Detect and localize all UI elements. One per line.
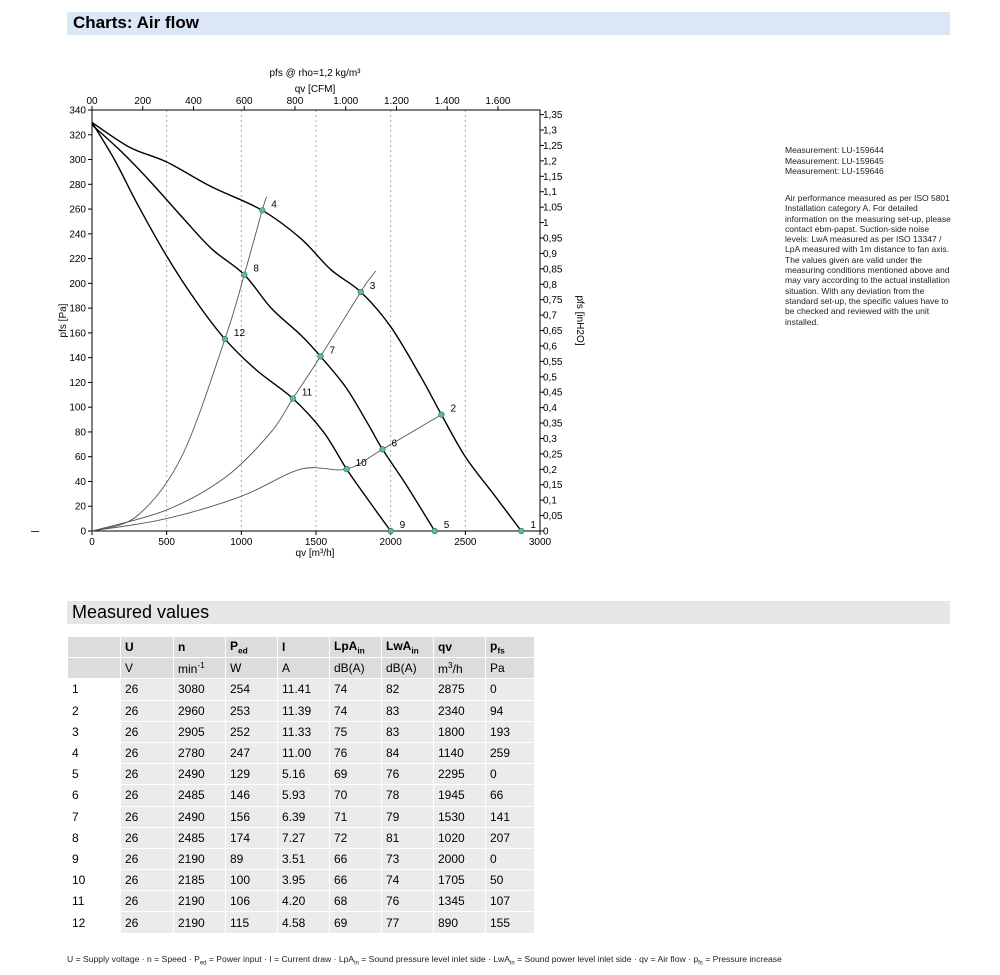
table-cell: 106 — [226, 891, 277, 911]
right-tick-label: 1,25 — [543, 140, 563, 152]
measured-section-header — [67, 601, 950, 624]
table-cell: 73 — [382, 849, 433, 869]
top-tick-label: 200 — [134, 96, 152, 107]
measurement-ids — [785, 145, 884, 177]
table-cell: 26 — [121, 764, 173, 784]
x-axis-label: qv [m³/h] — [295, 548, 335, 559]
table-cell: 115 — [226, 912, 277, 932]
operating-point-marker — [358, 289, 364, 295]
table-cell: 107 — [486, 891, 534, 911]
right-tick-label: 0,65 — [543, 326, 563, 338]
table-cell: 69 — [330, 764, 381, 784]
table-cell: 2485 — [174, 828, 225, 848]
table-cell: 146 — [226, 785, 277, 805]
table-cell: 1 — [68, 679, 120, 699]
right-tick-label: 0,9 — [543, 248, 557, 260]
column-unit — [68, 658, 120, 678]
table-cell: 7.27 — [278, 828, 329, 848]
table-cell: 1140 — [434, 743, 485, 763]
table-cell: 6.39 — [278, 807, 329, 827]
right-tick-label: 0,45 — [543, 387, 563, 399]
table-cell: 81 — [382, 828, 433, 848]
y-tick-label: 320 — [69, 130, 86, 142]
right-tick-label: 0,15 — [543, 480, 563, 492]
table-cell: 68 — [330, 891, 381, 911]
column-unit: Pa — [486, 658, 534, 678]
right-tick-label: 0,55 — [543, 356, 563, 368]
chart-section-title: Charts: Air flow — [73, 13, 199, 32]
y-tick-label: 60 — [74, 452, 86, 464]
x-tick-label: 1500 — [304, 537, 328, 548]
table-cell: 2190 — [174, 891, 225, 911]
measured-values-table — [67, 636, 535, 934]
table-cell: 66 — [330, 870, 381, 890]
top-tick-label: 1.600 — [485, 96, 511, 107]
table-cell: 193 — [486, 722, 534, 742]
table-cell: 26 — [121, 849, 173, 869]
table-cell: 1800 — [434, 722, 485, 742]
table-cell: 66 — [486, 785, 534, 805]
table-cell: 75 — [330, 722, 381, 742]
table-cell: 83 — [382, 722, 433, 742]
top-tick-label: 00 — [86, 96, 98, 107]
table-cell: 2490 — [174, 764, 225, 784]
y-tick-label: 0 — [80, 526, 86, 538]
table-cell: 10 — [68, 870, 120, 890]
column-unit: A — [278, 658, 329, 678]
y-tick-label: 180 — [69, 303, 86, 315]
page-dash — [31, 531, 39, 532]
column-unit: $m^3/h$ — [434, 658, 485, 678]
table-row — [68, 912, 534, 932]
operating-point-marker — [519, 528, 525, 534]
right-tick-label: 0,25 — [543, 449, 563, 461]
y-tick-label: 80 — [74, 427, 86, 439]
measured-section-title: Measured values — [72, 602, 210, 622]
operating-point-label: 10 — [355, 458, 367, 470]
table-cell: 76 — [382, 764, 433, 784]
operating-point-marker — [380, 446, 386, 452]
right-tick-label: 0,85 — [543, 264, 563, 276]
table-cell: 2295 — [434, 764, 485, 784]
table-row — [68, 785, 534, 805]
table-cell: 1705 — [434, 870, 485, 890]
right-tick-label: 0,8 — [543, 279, 557, 291]
table-cell: 71 — [330, 807, 381, 827]
table-cell: 2780 — [174, 743, 225, 763]
table-cell: 82 — [382, 679, 433, 699]
table-cell: 26 — [121, 743, 173, 763]
column-unit: $\min^{-1}$ — [174, 658, 225, 678]
table-cell: 1945 — [434, 785, 485, 805]
y-tick-label: 200 — [69, 278, 86, 290]
table-cell: 252 — [226, 722, 277, 742]
x-tick-label: 0 — [89, 537, 95, 548]
table-cell: 4 — [68, 743, 120, 763]
table-cell: 89 — [226, 849, 277, 869]
system-curve-line — [92, 197, 267, 531]
table-cell: 72 — [330, 828, 381, 848]
top-tick-label: 600 — [235, 96, 253, 107]
table-cell: 26 — [121, 912, 173, 932]
y-tick-label: 160 — [69, 328, 86, 340]
y-axis-right-label: pfs [inH2O] — [574, 295, 585, 346]
table-legend: U = Supply voltage · n = Speed · $P_{ed}$ = Power input · I = Current draw · LpA$_{in}$ = Sound pressure level inlet side · LwA$_{in}$ = Sound power level inlet side · qv = Air flow · $p_{fs}$ = Pressure increase — [67, 954, 782, 967]
operating-point-label: 5 — [443, 520, 450, 531]
table-row — [68, 722, 534, 742]
column-header: LpA$_{in}$ — [330, 637, 381, 657]
right-tick-label: 0,5 — [543, 372, 557, 384]
column-unit: V — [121, 658, 173, 678]
y-tick-label: 300 — [69, 155, 86, 167]
table-cell: 259 — [486, 743, 534, 763]
operating-point-marker — [318, 354, 324, 360]
top-tick-label: 1.000 — [333, 96, 359, 107]
operating-point-label: 8 — [253, 263, 259, 275]
column-header — [68, 637, 120, 657]
table-header-row — [68, 637, 534, 657]
y-axis-label: pfs [Pa] — [58, 303, 69, 338]
table-cell: 7 — [68, 807, 120, 827]
table-cell: 50 — [486, 870, 534, 890]
table-row — [68, 743, 534, 763]
table-cell: 74 — [330, 679, 381, 699]
table-cell: 79 — [382, 807, 433, 827]
table-cell: 3 — [68, 722, 120, 742]
table-cell: 2 — [68, 701, 120, 721]
table-cell: 26 — [121, 722, 173, 742]
y-tick-label: 240 — [69, 229, 86, 241]
table-cell: 2185 — [174, 870, 225, 890]
table-cell: 890 — [434, 912, 485, 932]
y-tick-label: 340 — [69, 105, 86, 117]
y-tick-label: 280 — [69, 179, 86, 191]
right-tick-label: 1,05 — [543, 202, 563, 214]
fan-curve-line — [92, 125, 435, 531]
column-header: U — [121, 637, 173, 657]
table-row — [68, 701, 534, 721]
operating-point-label: 3 — [369, 281, 376, 293]
column-unit: dB(A) — [382, 658, 433, 678]
table-cell: 26 — [121, 679, 173, 699]
operating-point-marker — [439, 412, 445, 418]
y-tick-label: 140 — [69, 353, 86, 365]
top-tick-label: 400 — [185, 96, 202, 107]
table-cell: 94 — [486, 701, 534, 721]
right-tick-label: 0,1 — [543, 495, 557, 507]
table-row — [68, 764, 534, 784]
table-cell: 11 — [68, 891, 120, 911]
table-cell: 100 — [226, 870, 277, 890]
table-cell: 3.51 — [278, 849, 329, 869]
table-cell: 2875 — [434, 679, 485, 699]
measurement-id: Measurement: LU-159646 — [785, 166, 884, 176]
column-header: n — [174, 637, 225, 657]
table-cell: 26 — [121, 870, 173, 890]
right-tick-label: 0,3 — [543, 433, 557, 445]
operating-point-label: 12 — [233, 328, 246, 340]
table-cell: 76 — [382, 891, 433, 911]
top-tick-label: 800 — [286, 96, 304, 107]
table-cell: 11.33 — [278, 722, 329, 742]
operating-point-marker — [222, 336, 228, 342]
table-cell: 6 — [68, 785, 120, 805]
table-cell: 2190 — [174, 912, 225, 932]
table-cell: 1530 — [434, 807, 485, 827]
table-cell: 11.39 — [278, 701, 329, 721]
right-tick-label: 0,35 — [543, 418, 563, 430]
measurement-id: Measurement: LU-159645 — [785, 155, 884, 166]
table-cell: 2485 — [174, 785, 225, 805]
right-tick-label: 1,15 — [543, 171, 563, 183]
x-tick-label: 500 — [158, 537, 176, 548]
table-cell: 74 — [382, 870, 433, 890]
y-tick-label: 120 — [69, 377, 86, 389]
operating-point-marker — [242, 272, 248, 278]
operating-point-label: 4 — [271, 199, 277, 211]
table-cell: 174 — [226, 828, 277, 848]
system-curve-line — [92, 415, 441, 531]
table-cell: 5.93 — [278, 785, 329, 805]
table-unit-row — [68, 658, 534, 678]
right-tick-label: 0,4 — [543, 403, 557, 415]
table-cell: 26 — [121, 701, 173, 721]
operating-point-label: 1 — [530, 520, 536, 531]
table-cell: 2190 — [174, 849, 225, 869]
operating-point-marker — [388, 528, 394, 534]
table-cell: 8 — [68, 828, 120, 848]
table-cell: 2905 — [174, 722, 225, 742]
table-cell: 66 — [330, 849, 381, 869]
table-cell: 26 — [121, 828, 173, 848]
table-cell: 2960 — [174, 701, 225, 721]
table-cell: 2340 — [434, 701, 485, 721]
table-cell: 70 — [330, 785, 381, 805]
y-tick-label: 260 — [69, 204, 86, 216]
table-cell: 11.00 — [278, 743, 329, 763]
operating-point-marker — [259, 207, 265, 213]
table-cell: 12 — [68, 912, 120, 932]
operating-point-label: 6 — [391, 438, 398, 450]
column-unit: dB(A) — [330, 658, 381, 678]
table-cell: 1345 — [434, 891, 485, 911]
x-tick-label: 2000 — [379, 537, 402, 548]
table-cell: 76 — [330, 743, 381, 763]
operating-point-label: 9 — [399, 520, 406, 531]
column-header: $P_{ed}$ — [226, 637, 277, 657]
table-row — [68, 849, 534, 869]
operating-point-label: 2 — [450, 403, 457, 415]
table-cell: 129 — [226, 764, 277, 784]
operating-point-marker — [432, 528, 438, 534]
table-cell: 74 — [330, 701, 381, 721]
column-header: $p_{fs}$ — [486, 637, 534, 657]
x-tick-label: 2500 — [454, 537, 477, 548]
table-cell: 155 — [486, 912, 534, 932]
table-cell: 11.41 — [278, 679, 329, 699]
right-tick-label: 0,6 — [543, 341, 557, 353]
table-cell: 247 — [226, 743, 277, 763]
table-row — [68, 891, 534, 911]
operating-point-label: 7 — [329, 345, 336, 357]
chart-title: pfs @ rho=1,2 kg/m³ — [269, 68, 361, 79]
table-cell: 207 — [486, 828, 534, 848]
column-header: LwA$_{in}$ — [382, 637, 433, 657]
table-cell: 26 — [121, 891, 173, 911]
table-cell: 26 — [121, 785, 173, 805]
right-tick-label: 0,7 — [543, 310, 557, 322]
table-cell: 83 — [382, 701, 433, 721]
table-cell: 77 — [382, 912, 433, 932]
table-cell: 2490 — [174, 807, 225, 827]
top-tick-label: 1.400 — [434, 96, 460, 107]
table-cell: 1020 — [434, 828, 485, 848]
operating-point-marker — [344, 466, 350, 472]
table-cell: 253 — [226, 701, 277, 721]
table-cell: 0 — [486, 849, 534, 869]
table-row — [68, 828, 534, 848]
table-cell: 4.20 — [278, 891, 329, 911]
y-tick-label: 20 — [74, 501, 86, 513]
column-unit: W — [226, 658, 277, 678]
y-tick-label: 40 — [74, 476, 86, 488]
right-tick-label: 1,3 — [543, 125, 557, 137]
table-cell: 9 — [68, 849, 120, 869]
right-tick-label: 1,35 — [543, 110, 563, 122]
table-cell: 69 — [330, 912, 381, 932]
table-row — [68, 870, 534, 890]
y-tick-label: 100 — [69, 402, 86, 414]
right-tick-label: 0,95 — [543, 233, 563, 245]
operating-point-label: 11 — [301, 387, 313, 399]
top-tick-label: 1.200 — [383, 96, 409, 107]
table-cell: 4.58 — [278, 912, 329, 932]
right-tick-label: 0,05 — [543, 511, 563, 523]
x-tick-label: 1000 — [230, 537, 253, 548]
right-tick-label: 0 — [543, 526, 549, 538]
fan-curve-line — [92, 122, 521, 531]
top-axis-label: qv [CFM] — [294, 84, 336, 95]
table-cell: 3080 — [174, 679, 225, 699]
table-cell: 2000 — [434, 849, 485, 869]
right-tick-label: 1,2 — [543, 156, 557, 168]
table-cell: 5 — [68, 764, 120, 784]
table-cell: 84 — [382, 743, 433, 763]
table-cell: 141 — [486, 807, 534, 827]
operating-point-marker — [290, 396, 296, 402]
column-header: qv — [434, 637, 485, 657]
table-row — [68, 807, 534, 827]
table-row — [68, 679, 534, 699]
measurement-id: Measurement: LU-159644 — [785, 145, 884, 155]
right-tick-label: 0,2 — [543, 464, 557, 476]
measurement-description: Air performance measured as per ISO 5801 Installation category A. For detailed information on the measuring set-up, please contact ebm-papst. Suction-side noise levels: LwA measured as per ISO 13347 / LpA measured with 1m distance to fan axis. The values given are valid under the measuring conditions mentioned above and may vary according to the actual installation situation. With any deviation from the standard set-up, the specific values have to be checked and reviewed with the unit installed. — [785, 193, 951, 327]
x-tick-label: 3000 — [528, 537, 552, 548]
y-tick-label: 220 — [69, 254, 86, 266]
table-cell: 26 — [121, 807, 173, 827]
table-cell: 3.95 — [278, 870, 329, 890]
column-header: I — [278, 637, 329, 657]
table-cell: 254 — [226, 679, 277, 699]
right-tick-label: 1 — [543, 218, 549, 230]
table-cell: 156 — [226, 807, 277, 827]
table-cell: 0 — [486, 679, 534, 699]
right-tick-label: 1,1 — [543, 187, 557, 199]
table-cell: 5.16 — [278, 764, 329, 784]
right-tick-label: 0,75 — [543, 295, 563, 307]
table-cell: 78 — [382, 785, 433, 805]
table-cell: 0 — [486, 764, 534, 784]
